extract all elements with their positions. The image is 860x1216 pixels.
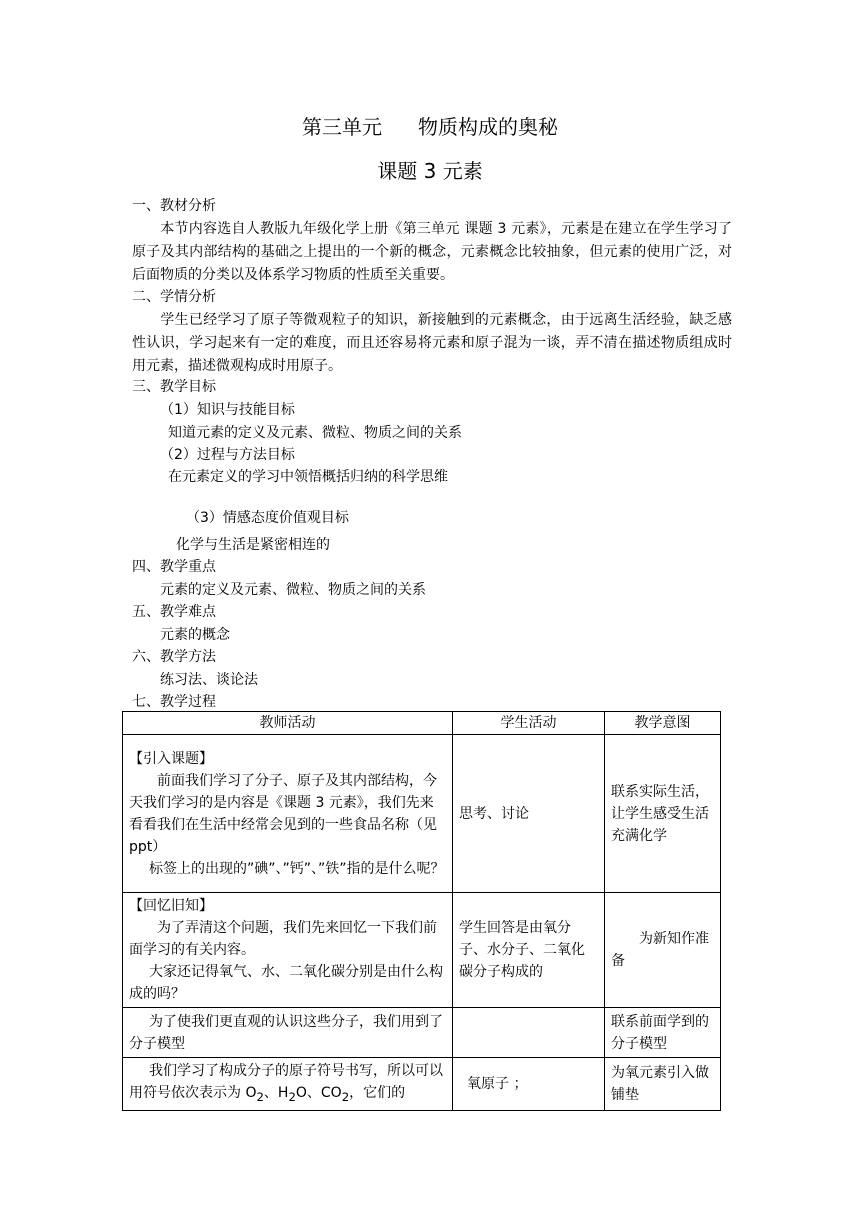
goal-3-text: 化学与生活是紧密相连的 — [176, 537, 330, 553]
goal-2-label: （2）过程与方法目标 — [160, 447, 295, 463]
table-row — [123, 1058, 721, 1111]
intent-cell: 为新知作准备 — [605, 893, 721, 1008]
section-4-text: 元素的定义及元素、微粒、物质之间的关系 — [160, 582, 426, 598]
section-5-heading: 五、教学难点 — [132, 604, 216, 620]
section-4-heading: 四、教学重点 — [132, 559, 216, 575]
student-cell: 学生回答是由氧分子、水分子、二氧化碳分子构成的 — [453, 893, 605, 1008]
goal-2-text: 在元素定义的学习中领悟概括归纳的科学思维 — [168, 469, 448, 485]
section-3-heading: 三、教学目标 — [132, 379, 216, 395]
goal-1-label: （1）知识与技能目标 — [160, 402, 295, 418]
teacher-text: 标签上的出现的”碘”、”钙”、”铁”指的是什么呢？ — [149, 860, 445, 877]
table-row — [123, 735, 721, 893]
unit-number: 第三单元 — [302, 115, 382, 139]
section-2-paragraph: 学生已经学习了原子等微观粒子的知识，新接触到的元素概念，由于远离生活经验，缺乏感性认识，学习起来有一定的难度，而且还容易将元素和原子混为一谈，弄不清在描述物质组成时用元素，描述微观构成时用原子。 — [132, 312, 732, 374]
teacher-text: 为了使我们更直观的认识这些分子，我们用到了分子模型 — [129, 1013, 443, 1052]
section-5-text: 元素的概念 — [160, 627, 230, 643]
intent-cell: 联系前面学到的分子模型 — [605, 1008, 721, 1058]
row-tag: 【回忆旧知】 — [129, 898, 213, 914]
row-tag: 【引入课题】 — [129, 750, 213, 767]
student-cell — [453, 1008, 605, 1058]
intent-cell: 为氧元素引入做铺垫 — [605, 1058, 721, 1111]
teacher-text: 为了弄清这个问题，我们先来回忆一下我们前面学习的有关内容。 — [129, 920, 437, 958]
section-2-heading: 二、学情分析 — [132, 289, 216, 305]
section-6-heading: 六、教学方法 — [132, 649, 216, 665]
table-row — [123, 893, 721, 1008]
header-teacher: 教师活动 — [123, 712, 453, 735]
section-1-paragraph: 本节内容选自人教版九年级化学上册《第三单元 课题 3 元素》，元素是在建立在学生学习了原子及其内部结构的基础之上提出的一个新的概念，元素概念比较抽象，但元素的使用广泛，对后面物质的分类以及体系学习物质的性质至关重要。 — [132, 221, 732, 283]
student-cell: 氧原子 ； — [453, 1058, 605, 1111]
unit-name: 物质构成的奥秘 — [418, 115, 558, 139]
table-header-row — [123, 712, 721, 735]
goal-3-label: （3）情感态度价值观目标 — [186, 510, 349, 526]
unit-title — [0, 113, 860, 141]
teacher-text: 大家还记得氧气、水、二氧化碳分别是由什么构成的吗？ — [129, 964, 443, 1002]
teacher-cell — [123, 1058, 453, 1111]
teacher-text: 我们学习了构成分子的原子符号书写，所以可以用符号依次表示为 $O_2$、$H_2O$、$CO_2$，它们的 — [129, 1063, 443, 1104]
teacher-cell — [123, 893, 453, 1008]
table-row — [123, 1008, 721, 1058]
student-cell: 思考、讨论 — [453, 735, 605, 893]
intent-cell: 联系实际生活，让学生感受生活充满化学 — [605, 735, 721, 893]
lesson-title: 课题 3 元素 — [377, 159, 483, 183]
section-6-text: 练习法、谈论法 — [160, 672, 258, 688]
header-student: 学生活动 — [453, 712, 605, 735]
teacher-text: 前面我们学习了分子、原子及其内部结构，今天我们学习的是内容是《课题 3 元素》，我们先来看看我们在生活中经常会见到的一些食品名称（见 ppt） — [129, 772, 437, 855]
teacher-cell — [123, 1008, 453, 1058]
teacher-cell — [123, 735, 453, 893]
goal-1-text: 知道元素的定义及元素、微粒、物质之间的关系 — [168, 425, 462, 441]
section-1-heading: 一、教材分析 — [132, 198, 216, 214]
section-7-heading: 七、教学过程 — [132, 694, 216, 710]
header-intent: 教学意图 — [605, 712, 721, 735]
teaching-process-table — [122, 711, 721, 1111]
